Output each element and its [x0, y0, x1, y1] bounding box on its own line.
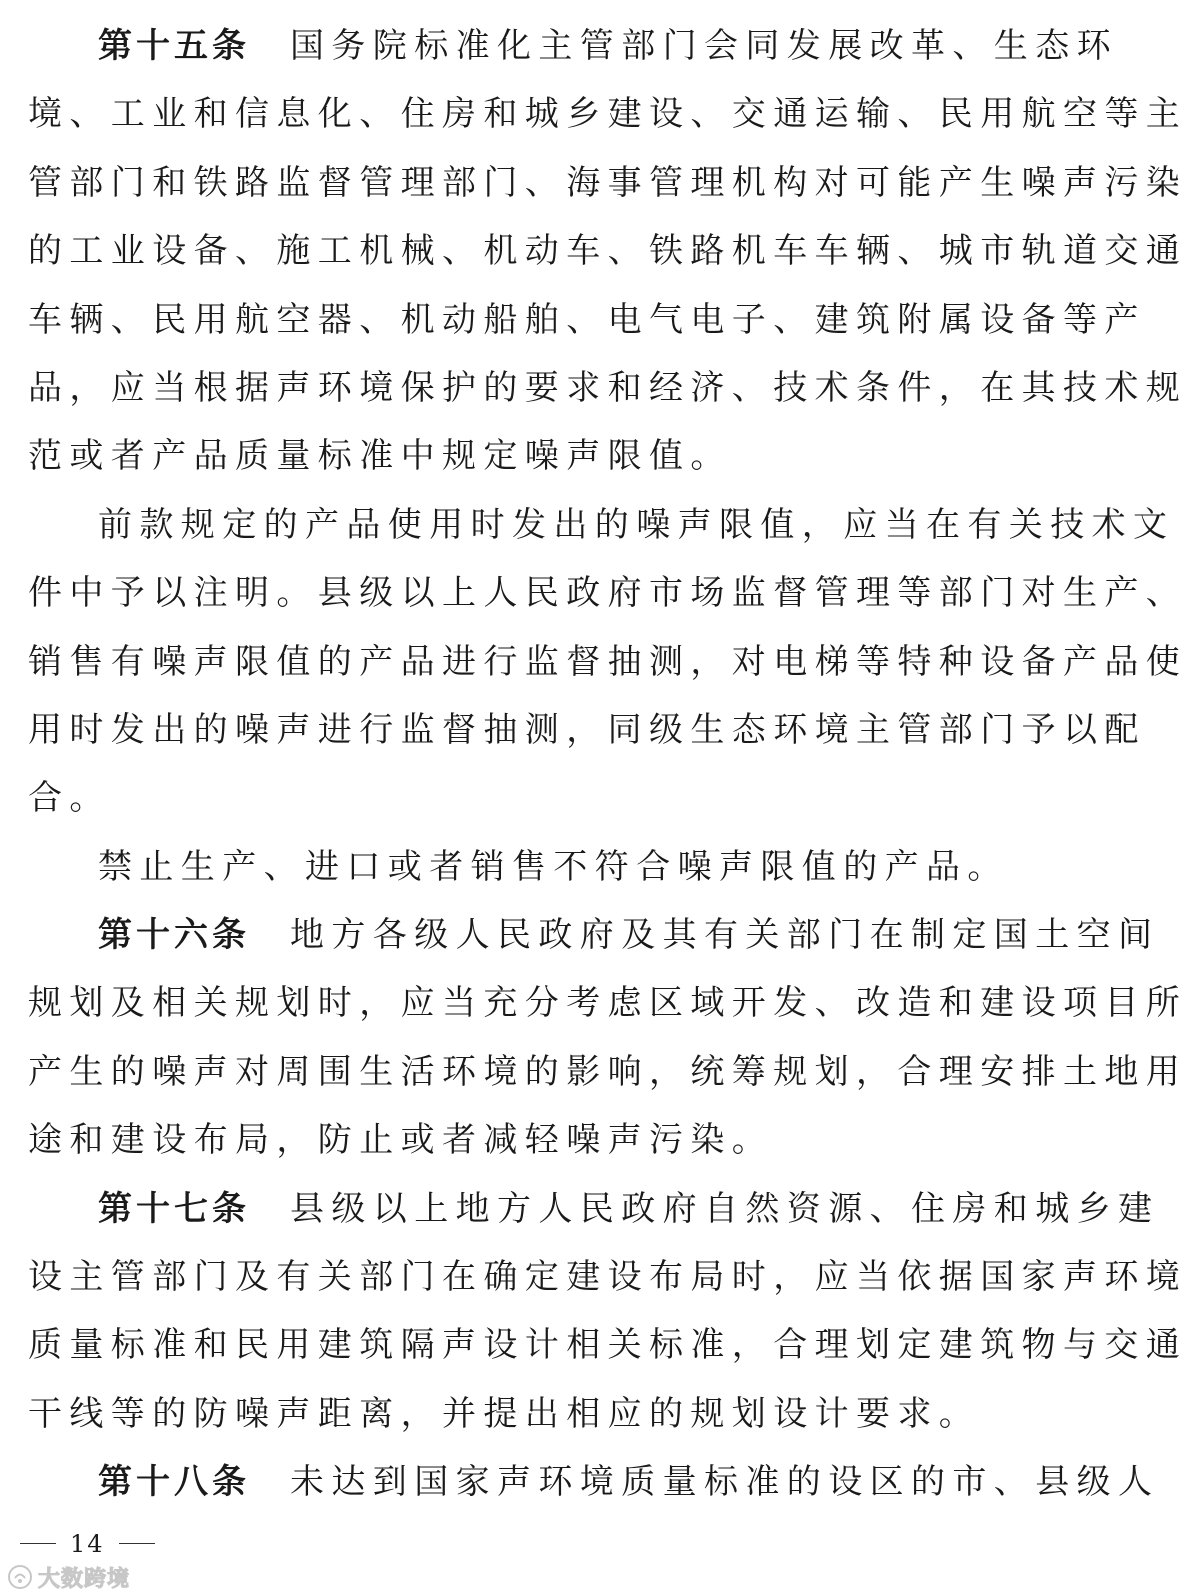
text-line	[28, 1175, 1160, 1243]
article-heading: 第十七条	[98, 1188, 250, 1229]
article-heading: 第十五条	[98, 26, 250, 66]
text-line: 设主管部门及有关部门在确定建设布局时，应当依据国家声环境	[28, 1257, 1187, 1298]
document-page	[28, 0, 1187, 1517]
article-17	[28, 1175, 1187, 1449]
article-18	[28, 1448, 1160, 1516]
article-heading: 第十八条	[98, 1462, 250, 1503]
text-line-content: 地方各级人民政府及其有关部门在制定国土空间	[290, 915, 1160, 956]
text-line-content: 县级以上地方人民政府自然资源、住房和城乡建	[290, 1188, 1160, 1229]
text-line: 境、工业和信息化、住房和城乡建设、交通运输、民用航空等主	[28, 94, 1187, 135]
text-line: 规划及相关规划时，应当充分考虑区域开发、改造和建设项目所	[28, 983, 1187, 1024]
article-heading: 第十六条	[98, 915, 250, 956]
watermark-logo-icon	[6, 1563, 34, 1591]
text-line-content: 国务院标准化主管部门会同发展改革、生态环	[290, 26, 1118, 66]
text-line	[28, 12, 1118, 80]
text-line: 合。	[28, 778, 111, 819]
text-line: 质量标准和民用建筑隔声设计相关标准，合理划定建筑物与交通	[28, 1325, 1187, 1366]
watermark-text: 大数跨境	[38, 1566, 131, 1592]
text-line: 品，应当根据声环境保护的要求和经济、技术条件，在其技术规	[28, 367, 1187, 408]
text-line: 管部门和铁路监督管理部门、海事管理机构对可能产生噪声污染	[28, 162, 1187, 203]
text-line	[28, 1448, 1160, 1516]
text-line: 车辆、民用航空器、机动船舶、电气电子、建筑附属设备等产	[28, 299, 1146, 340]
text-line: 范或者产品质量标准中规定噪声限值。	[28, 436, 732, 477]
text-line	[28, 901, 1160, 969]
page-number: 14	[70, 1529, 105, 1558]
text-line: 禁止生产、进口或者销售不符合噪声限值的产品。	[98, 846, 1009, 887]
text-line-content: 未达到国家声环境质量标准的设区的市、县级人	[290, 1462, 1160, 1503]
text-line: 前款规定的产品使用时发出的噪声限值，应当在有关技术文	[98, 504, 1175, 545]
article-16	[28, 901, 1187, 1175]
text-line: 产生的噪声对周围生活环境的影响，统筹规划，合理安排土地用	[28, 1051, 1187, 1092]
footer-dash-right	[119, 1543, 155, 1544]
text-line: 途和建设布局，防止或者减轻噪声污染。	[28, 1120, 774, 1161]
text-line: 件中予以注明。县级以上人民政府市场监督管理等部门对生产、	[28, 573, 1187, 614]
watermark	[6, 1562, 130, 1592]
text-line: 的工业设备、施工机械、机动车、铁路机车车辆、城市轨道交通	[28, 231, 1187, 272]
footer-dash-left	[20, 1543, 56, 1544]
article-15	[28, 12, 1187, 901]
text-line: 用时发出的噪声进行监督抽测，同级生态环境主管部门予以配	[28, 709, 1146, 750]
text-line: 干线等的防噪声距离，并提出相应的规划设计要求。	[28, 1393, 981, 1434]
text-line: 销售有噪声限值的产品进行监督抽测，对电梯等特种设备产品使	[28, 641, 1187, 682]
